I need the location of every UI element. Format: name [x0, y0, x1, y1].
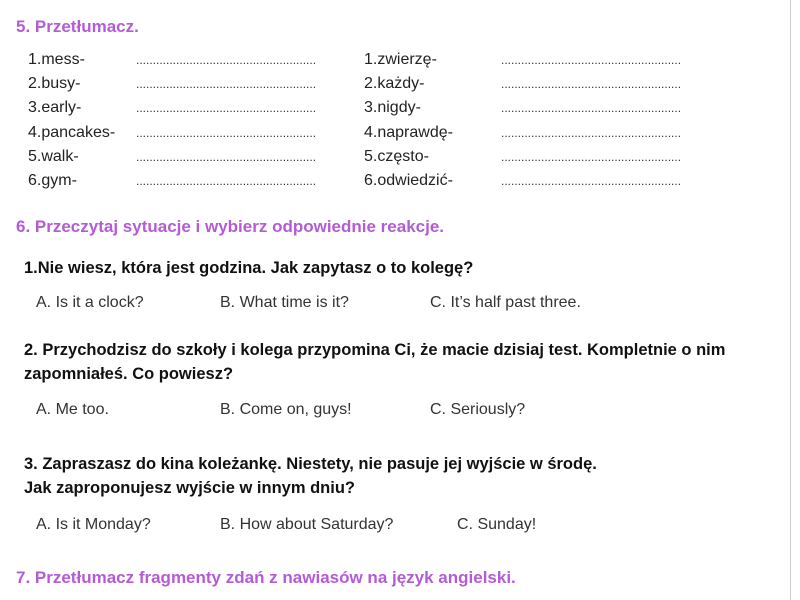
section-5-heading: 5. Przetłumacz.: [16, 17, 139, 36]
vocab-item: [28, 145, 317, 169]
answer-blank[interactable]: ......................................................: [501, 77, 682, 92]
question-2-option-c[interactable]: C. Seriously?: [430, 401, 526, 418]
vocab-item: [364, 96, 682, 120]
item-word: mess-: [41, 51, 85, 68]
question-2: 2. Przychodzisz do szkoły i kolega przypomina Ci, że macie dzisiaj test. Kompletnie o nim zapomniałeś. Co powiesz?: [24, 341, 726, 383]
vocab-list-polish: [364, 48, 682, 193]
answer-blank[interactable]: ......................................................: [136, 125, 317, 140]
vocab-item: [28, 48, 317, 72]
item-number: 1.: [28, 51, 42, 68]
item-word: nigdy-: [377, 99, 421, 117]
item-word: zwierzę-: [377, 51, 437, 68]
vocab-item: [364, 72, 682, 96]
answer-blank[interactable]: ......................................................: [136, 173, 317, 188]
question-1-option-a[interactable]: A. Is it a clock?: [36, 294, 144, 311]
page-edge-divider: [790, 0, 791, 600]
item-word: każdy-: [377, 75, 425, 93]
item-word: early-: [41, 99, 82, 117]
item-word: naprawdę-: [377, 123, 453, 141]
vocab-item: [364, 48, 682, 72]
vocab-item: [28, 169, 317, 193]
answer-blank[interactable]: ......................................................: [501, 53, 682, 67]
vocab-item: [364, 121, 682, 145]
question-2-option-a[interactable]: A. Me too.: [36, 401, 109, 418]
answer-blank[interactable]: ......................................................: [136, 101, 317, 116]
answer-blank[interactable]: ......................................................: [501, 101, 682, 116]
item-number: 4.: [28, 123, 42, 141]
item-word: odwiedzić-: [377, 171, 453, 189]
item-word: gym-: [41, 171, 77, 189]
item-word: często-: [377, 147, 429, 165]
item-number: 1.: [364, 51, 378, 68]
section-6-heading: 6. Przeczytaj sytuacje i wybierz odpowiednie reakcje.: [16, 217, 445, 236]
item-word: pancakes-: [41, 123, 116, 141]
item-number: 6.: [28, 171, 42, 189]
question-3-option-b[interactable]: B. How about Saturday?: [220, 516, 394, 533]
vocab-item: [28, 121, 317, 145]
item-number: 3.: [364, 99, 378, 117]
question-1-option-b[interactable]: B. What time is it?: [220, 294, 349, 311]
item-number: 2.: [364, 75, 378, 93]
item-number: 6.: [364, 171, 378, 189]
question-3-option-a[interactable]: A. Is it Monday?: [36, 516, 151, 533]
vocab-item: [364, 145, 682, 169]
item-number: 4.: [364, 123, 378, 141]
answer-blank[interactable]: ......................................................: [136, 149, 317, 164]
vocab-item: [364, 169, 682, 193]
answer-blank[interactable]: ......................................................: [501, 149, 682, 164]
answer-blank[interactable]: ......................................................: [136, 53, 317, 67]
item-number: 5.: [364, 147, 378, 165]
vocab-item: [28, 72, 317, 96]
answer-blank[interactable]: ......................................................: [136, 77, 317, 92]
section-7-heading: 7. Przetłumacz fragmenty zdań z nawiasów na język angielski.: [16, 568, 516, 587]
answer-blank[interactable]: ......................................................: [501, 125, 682, 140]
vocab-list-english: [28, 48, 317, 193]
item-number: 2.: [28, 75, 42, 93]
item-number: 3.: [28, 99, 42, 117]
item-word: busy-: [41, 75, 81, 93]
question-3-option-c[interactable]: C. Sunday!: [457, 516, 537, 533]
item-number: 5.: [28, 147, 42, 165]
vocab-item: [28, 96, 317, 120]
answer-blank[interactable]: ......................................................: [501, 173, 682, 188]
question-3-line-1: 3. Zapraszasz do kina koleżankę. Niestety, nie pasuje jej wyjście w środę.: [24, 455, 597, 473]
question-3-line-2: Jak zaproponujesz wyjście w innym dniu?: [24, 479, 355, 497]
item-word: walk-: [41, 147, 79, 165]
question-1: 1.Nie wiesz, która jest godzina. Jak zapytasz o to kolegę?: [24, 259, 474, 277]
question-3: [24, 452, 597, 500]
question-1-option-c[interactable]: C. It’s half past three.: [430, 294, 581, 311]
question-2-option-b[interactable]: B. Come on, guys!: [220, 401, 352, 418]
